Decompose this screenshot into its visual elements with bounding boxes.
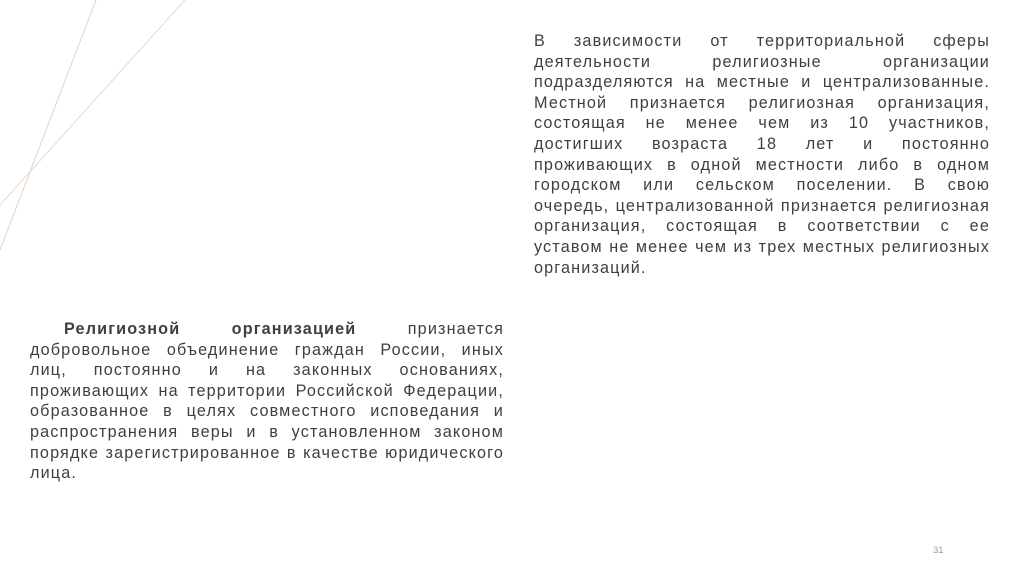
right-text-paragraph: В зависимости от территориальной сферы деятельности религиозные организации подразделяются на местные и централизованные. Местной признается религиозная организация, состоящая не менее чем из 10 участников, достигших возраста 18 лет и постоянно проживающих в одной местности либо в одном городском или сельском поселении. В свою очередь, централизованной признается религиозная организация, состоящая в соответствии с ее уставом не менее чем из трех местных религиозных организаций.: [534, 32, 990, 277]
left-text-paragraph: [30, 319, 504, 484]
definition-text: признается добровольное объединение граждан России, иных лиц, постоянно и на законных основаниях, проживающих на территории Российской Федерации, образованное в целях совместного исповедания и распространения веры и в установленном законом порядке зарегистрированное в качестве юридического лица.: [30, 320, 504, 483]
page-number: 31: [933, 545, 944, 556]
definition-term: Религиозной организацией: [64, 320, 357, 338]
decor-line-1: [0, 0, 96, 250]
decor-line-2: [0, 0, 185, 205]
